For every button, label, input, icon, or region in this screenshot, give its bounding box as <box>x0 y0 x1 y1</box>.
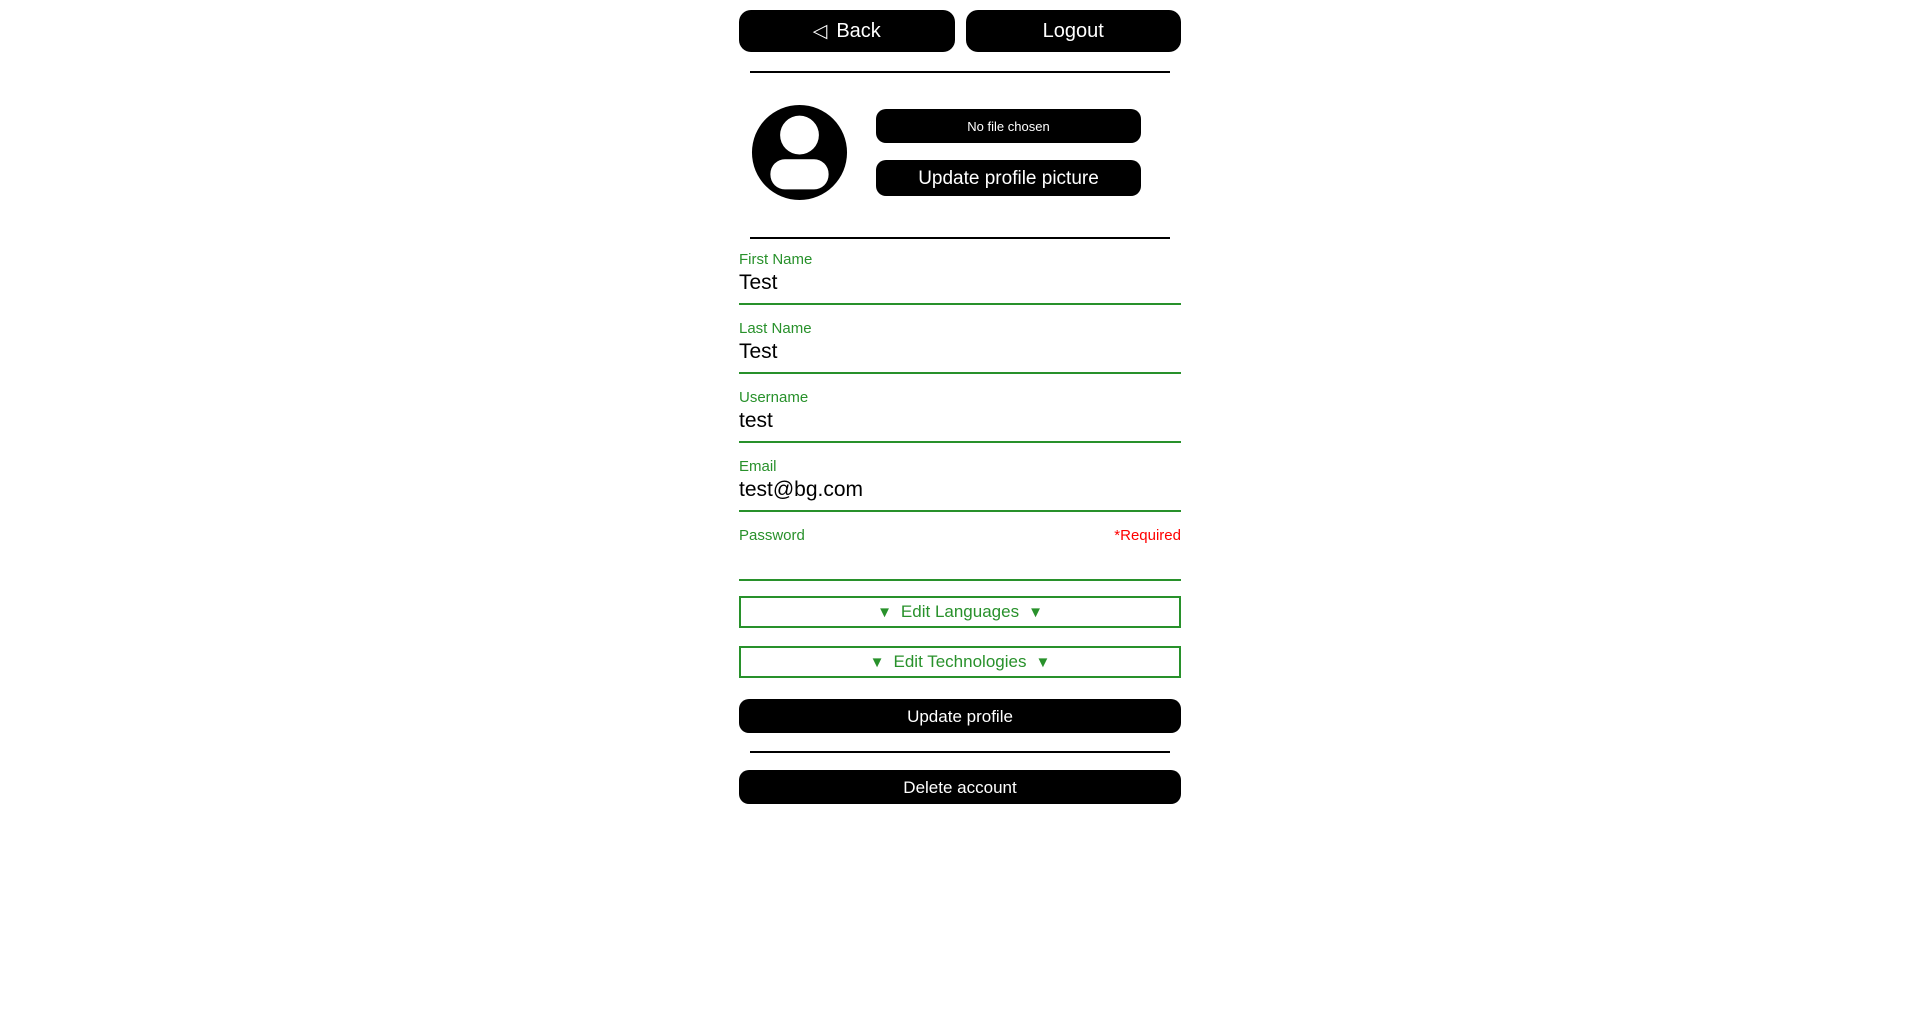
file-status-label: No file chosen <box>967 118 1050 134</box>
divider <box>750 751 1170 753</box>
first-name-label: First Name <box>739 251 813 268</box>
divider <box>750 237 1170 239</box>
picture-upload-controls <box>876 109 1141 196</box>
file-chooser-button[interactable] <box>876 109 1141 143</box>
first-name-input[interactable] <box>739 270 1181 296</box>
divider <box>750 71 1170 73</box>
email-input[interactable] <box>739 477 1181 503</box>
first-name-field <box>739 251 1181 305</box>
username-label: Username <box>739 389 809 406</box>
person-avatar-icon <box>751 104 848 201</box>
edit-technologies-button[interactable] <box>739 646 1181 678</box>
email-field <box>739 458 1181 512</box>
edit-languages-label: Edit Languages <box>900 602 1020 621</box>
logout-button[interactable] <box>966 10 1182 52</box>
back-arrow-icon: ◁ <box>812 20 828 42</box>
delete-account-label: Delete account <box>903 777 1017 797</box>
username-field <box>739 389 1181 443</box>
chevron-down-icon: ▼ <box>1028 603 1043 621</box>
header <box>739 10 1181 52</box>
profile-page-container <box>739 0 1181 804</box>
chevron-down-icon: ▼ <box>877 603 892 621</box>
password-field <box>739 527 1181 581</box>
last-name-field <box>739 320 1181 374</box>
logout-button-label: Logout <box>1042 20 1104 42</box>
update-profile-label: Update profile <box>907 706 1013 726</box>
last-name-label: Last Name <box>739 320 812 337</box>
update-picture-button[interactable] <box>876 160 1141 196</box>
edit-languages-button[interactable] <box>739 596 1181 628</box>
last-name-input[interactable] <box>739 339 1181 365</box>
update-picture-label: Update profile picture <box>918 167 1099 189</box>
chevron-down-icon: ▼ <box>1035 653 1051 671</box>
username-input[interactable] <box>739 408 1181 434</box>
password-label: Password <box>739 527 805 544</box>
profile-form <box>739 251 1181 804</box>
edit-technologies-label: Edit Technologies <box>893 652 1027 671</box>
update-profile-button[interactable] <box>739 699 1181 733</box>
password-input[interactable] <box>739 546 1181 572</box>
back-button[interactable] <box>739 10 955 52</box>
profile-picture-section <box>739 104 1181 201</box>
email-label: Email <box>739 458 777 475</box>
back-button-label: Back <box>836 20 881 42</box>
required-note: *Required <box>1114 527 1181 544</box>
chevron-down-icon: ▼ <box>869 653 885 671</box>
delete-account-button[interactable] <box>739 770 1181 804</box>
